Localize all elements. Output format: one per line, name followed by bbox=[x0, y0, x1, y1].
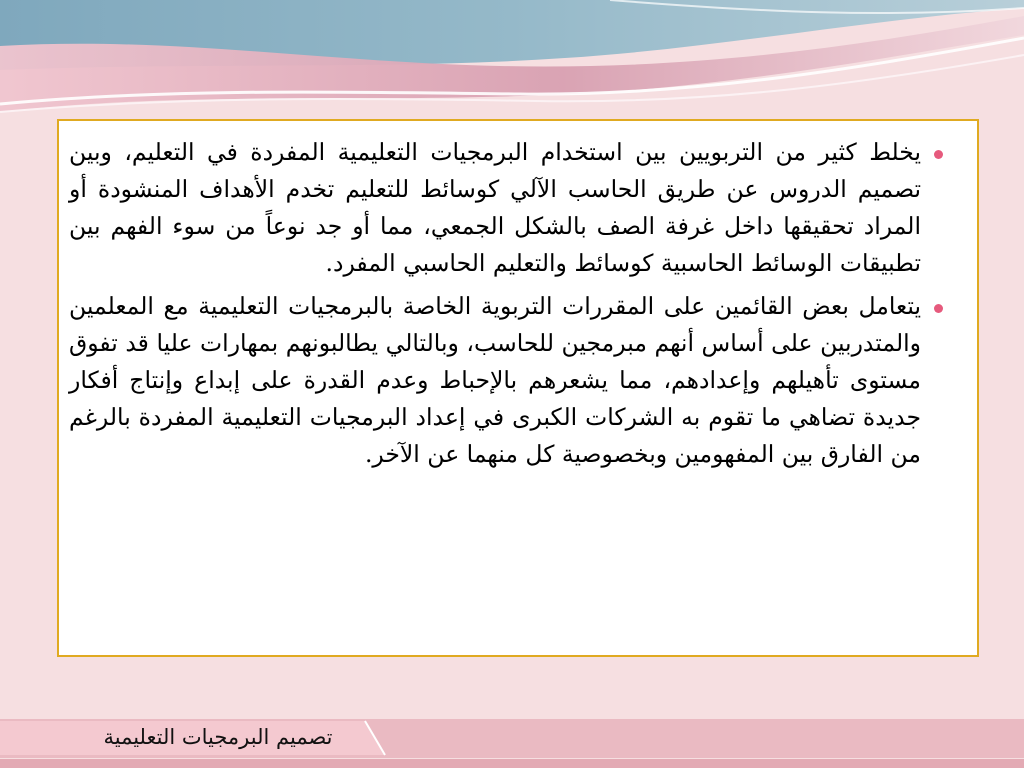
footer-title: تصميم البرمجيات التعليمية bbox=[103, 725, 333, 749]
paragraph-text-2: يتعامل بعض القائمين على المقررات التربوية الخاصة بالبرمجيات التعليمية مع المعلمين والمتدربين على أساس أنهم مبرمجين للحاسب، وبالتالي يطالبونهم بمهارات عليا قد تفوق مستوى تأهيلهم وإعدادهم، مما يشعرهم بالإحباط وعدم القدرة على إبداع وإنتاج أفكار جديدة تضاهي ما تقوم به الشركات الكبرى في إعداد البرمجيات التعليمية المفردة بالرغم من الفارق بين المفهومين وبخصوصية كل منهما عن الآخر. bbox=[69, 292, 921, 468]
content-box bbox=[57, 119, 979, 657]
bullet-item-2 bbox=[69, 288, 941, 473]
top-wave-decoration bbox=[0, 0, 1024, 120]
paragraph-text-1: يخلط كثير من التربويين بين استخدام البرمجيات التعليمية المفردة في التعليم، وبين تصميم الدروس عن طريق الحاسب الآلي كوسائط للتعليم تخدم الأهداف المنشودة أو المراد تحقيقها داخل غرفة الصف بالشكل الجمعي، مما أو جد نوعاً من سوء الفهم بين تطبيقات الوسائط الحاسبية كوسائط والتعليم الحاسبي المفرد. bbox=[69, 138, 921, 277]
bullet-dot-icon bbox=[934, 304, 943, 313]
bullet-item-1 bbox=[69, 134, 941, 282]
bullet-dot-icon bbox=[934, 150, 943, 159]
bullet-list bbox=[69, 134, 941, 473]
